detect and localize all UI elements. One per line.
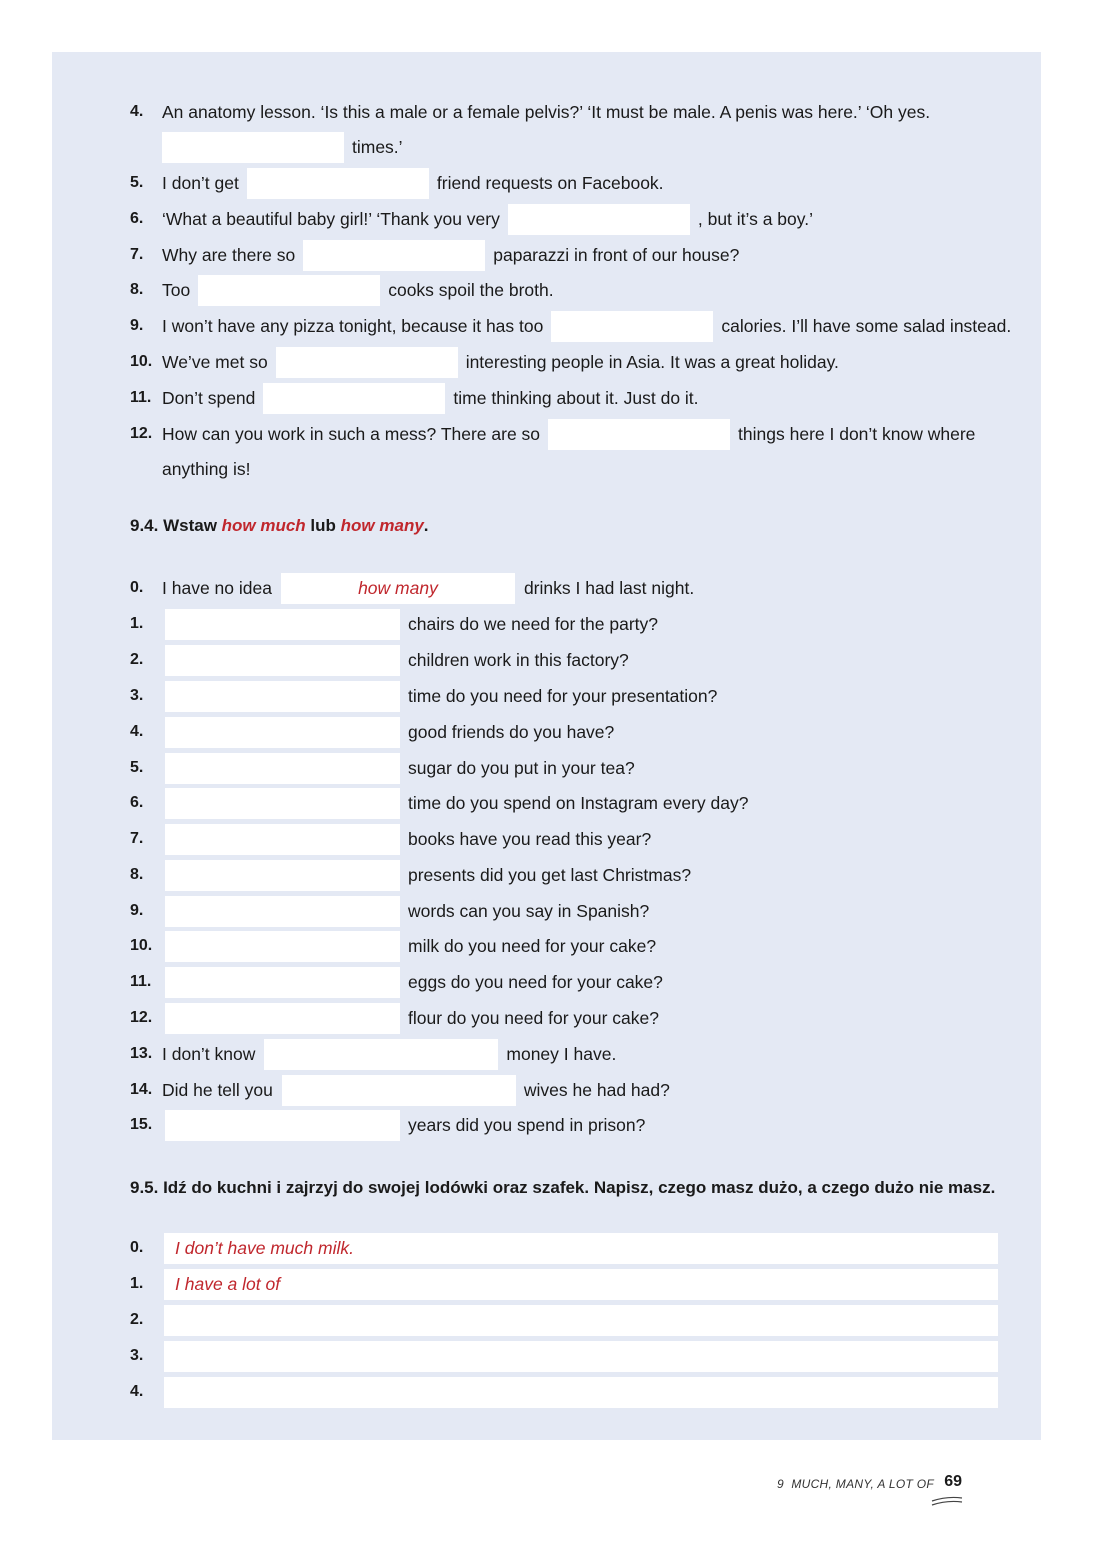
heading-text: 9.4. Wstaw [130, 516, 222, 535]
ex95-item-4 [130, 1376, 1053, 1408]
item-number: 6. [130, 794, 144, 811]
item-text: chairs do we need for the party? [408, 613, 659, 634]
item-number: 8. [130, 281, 144, 298]
answer-blank[interactable] [263, 383, 445, 414]
item-number: 2. [130, 1311, 144, 1328]
ex95-item-3 [130, 1340, 1053, 1372]
item-text: I have no idea [162, 577, 272, 598]
ex94-item-3 [130, 680, 1053, 712]
item-number: 7. [130, 830, 144, 847]
answer-blank[interactable]: how many [281, 573, 515, 604]
answer-blank[interactable] [165, 681, 400, 712]
answer-blank[interactable] [548, 419, 730, 450]
item-text: An anatomy lesson. ‘Is this a male or a female pelvis?’ ‘It must be male. A penis was here.’ ‘Oh yes. [162, 101, 931, 122]
ex93-item-4 [130, 96, 1053, 128]
item-text: Too [162, 279, 191, 300]
item-text: I won’t have any pizza tonight, because it has too [162, 315, 544, 336]
ex94-item-5 [130, 752, 1053, 784]
answer-blank[interactable] [551, 311, 713, 342]
answer-blank[interactable] [165, 788, 400, 819]
item-number: 1. [130, 615, 144, 632]
ex93-item-8 [130, 274, 1053, 306]
item-text: times.’ [352, 136, 403, 157]
swoosh-icon [930, 1495, 964, 1507]
answer-blank[interactable] [276, 347, 458, 378]
item-text: money I have. [506, 1043, 617, 1064]
ex94-item-4 [130, 716, 1053, 748]
item-text: interesting people in Asia. It was a great holiday. [465, 351, 839, 372]
item-text: , but it’s a boy.’ [697, 208, 813, 229]
answer-blank[interactable] [165, 824, 400, 855]
item-text: calories. I’ll have some salad instead. [721, 315, 1012, 336]
answer-line[interactable] [164, 1341, 998, 1372]
item-number: 7. [130, 246, 144, 263]
ex94-item-7 [130, 823, 1053, 855]
item-text: drinks I had last night. [523, 577, 695, 598]
ex93-item-7 [130, 239, 1053, 271]
item-number: 11. [130, 389, 152, 406]
item-text: sugar do you put in your tea? [408, 757, 635, 778]
ex94-item-11 [130, 966, 1053, 998]
ex94-item-10 [130, 930, 1053, 962]
item-number: 12. [130, 1009, 153, 1026]
item-number: 8. [130, 866, 144, 883]
ex95-item-0 [130, 1232, 1053, 1264]
item-text: time do you need for your presentation? [408, 685, 718, 706]
answer-blank[interactable] [162, 132, 344, 163]
item-number: 12. [130, 425, 153, 442]
item-number: 10. [130, 353, 153, 370]
item-text: children work in this factory? [408, 649, 629, 670]
answer-line[interactable] [164, 1377, 998, 1408]
item-number: 3. [130, 687, 144, 704]
item-number: 6. [130, 210, 144, 227]
answer-blank[interactable] [165, 753, 400, 784]
ex93-item-9 [130, 310, 1053, 342]
item-number: 11. [130, 973, 152, 990]
ex94-example [130, 572, 1053, 604]
item-text: wives he had had? [523, 1079, 670, 1100]
answer-blank[interactable] [303, 240, 485, 271]
item-number: 4. [130, 103, 144, 120]
answer-blank[interactable] [165, 609, 400, 640]
item-text: time do you spend on Instagram every day? [408, 792, 749, 813]
item-number: 14. [130, 1081, 153, 1098]
item-text: years did you spend in prison? [408, 1114, 646, 1135]
ex93-item-6 [130, 203, 1053, 235]
item-text: time thinking about it. Just do it. [453, 387, 699, 408]
page-footer [740, 1473, 1000, 1513]
answer-line[interactable]: I have a lot of [164, 1269, 998, 1300]
chapter-title: MUCH, MANY, A LOT OF [791, 1477, 934, 1491]
item-text: We’ve met so [162, 351, 268, 372]
item-text: presents did you get last Christmas? [408, 864, 692, 885]
item-text: milk do you need for your cake? [408, 935, 657, 956]
item-text: How can you work in such a mess? There are so [162, 423, 541, 444]
item-text: Don’t spend [162, 387, 256, 408]
ex95-item-1 [130, 1268, 1053, 1300]
item-number: 2. [130, 651, 144, 668]
item-number: 10. [130, 937, 153, 954]
item-text: anything is! [162, 458, 251, 479]
item-number: 9. [130, 902, 144, 919]
heading-text: . [423, 516, 429, 535]
answer-blank[interactable] [165, 860, 400, 891]
answer-blank[interactable] [264, 1039, 498, 1070]
item-text: eggs do you need for your cake? [408, 971, 663, 992]
keyword-how-much: how much [221, 516, 306, 535]
ex93-item-11 [130, 382, 1053, 414]
item-text: books have you read this year? [408, 828, 652, 849]
keyword-how-many: how many [340, 516, 424, 535]
item-number: 13. [130, 1045, 153, 1062]
ex94-item-2 [130, 644, 1053, 676]
item-number: 4. [130, 723, 144, 740]
ex93-item-10 [130, 346, 1053, 378]
item-text: paparazzi in front of our house? [493, 244, 740, 265]
item-number: 9. [130, 317, 144, 334]
heading-text: lub [305, 516, 341, 535]
answer-blank[interactable] [165, 645, 400, 676]
chapter-label [777, 1477, 934, 1491]
ex93-item-4-cont [130, 131, 1053, 163]
answer-blank[interactable] [165, 1110, 400, 1141]
item-number: 3. [130, 1347, 144, 1364]
ex95-heading: 9.5. Idź do kuchni i zajrzyj do swojej lodówki oraz szafek. Napisz, czego masz dużo, a czego dużo nie masz. [130, 1178, 996, 1197]
ex94-item-15 [130, 1109, 1053, 1141]
answer-blank[interactable] [165, 1003, 400, 1034]
item-text: cooks spoil the broth. [388, 279, 554, 300]
item-number: 1. [130, 1275, 144, 1292]
answer-blank[interactable] [165, 896, 400, 927]
item-text: I don’t get [162, 172, 239, 193]
answer-blank[interactable] [282, 1075, 516, 1106]
ex94-item-13 [130, 1038, 1053, 1070]
item-number: 0. [130, 1239, 144, 1256]
item-text: good friends do you have? [408, 721, 615, 742]
ex93-item-12-cont [130, 453, 1053, 485]
chapter-number: 9 [777, 1477, 785, 1491]
answer-blank[interactable] [165, 717, 400, 748]
item-number: 4. [130, 1383, 144, 1400]
item-text: flour do you need for your cake? [408, 1007, 659, 1028]
item-text: friend requests on Facebook. [436, 172, 664, 193]
ex94-item-14 [130, 1074, 1053, 1106]
answer-blank[interactable] [165, 967, 400, 998]
item-number: 0. [130, 579, 144, 596]
item-number: 15. [130, 1116, 153, 1133]
ex94-item-8 [130, 859, 1053, 891]
ex94-item-6 [130, 787, 1053, 819]
answer-line[interactable] [164, 1305, 998, 1336]
item-text: words can you say in Spanish? [408, 900, 650, 921]
page-number: 69 [944, 1473, 962, 1490]
answer-blank[interactable] [165, 931, 400, 962]
item-text: Did he tell you [162, 1079, 273, 1100]
answer-blank[interactable] [198, 275, 380, 306]
ex95-item-2 [130, 1304, 1053, 1336]
item-text: things here I don’t know where [738, 423, 976, 444]
answer-blank[interactable] [508, 204, 690, 235]
answer-line[interactable]: I don’t have much milk. [164, 1233, 998, 1264]
ex94-item-12 [130, 1002, 1053, 1034]
item-text: I don’t know [162, 1043, 256, 1064]
item-text: Why are there so [162, 244, 296, 265]
item-number: 5. [130, 174, 144, 191]
ex94-item-1 [130, 608, 1053, 640]
item-number: 5. [130, 759, 144, 776]
item-text: ‘What a beautiful baby girl!’ ‘Thank you very [162, 208, 500, 229]
ex93-item-12 [130, 418, 1053, 450]
answer-blank[interactable] [247, 168, 429, 199]
ex93-item-5 [130, 167, 1053, 199]
ex94-item-9 [130, 895, 1053, 927]
ex94-heading [130, 516, 429, 536]
